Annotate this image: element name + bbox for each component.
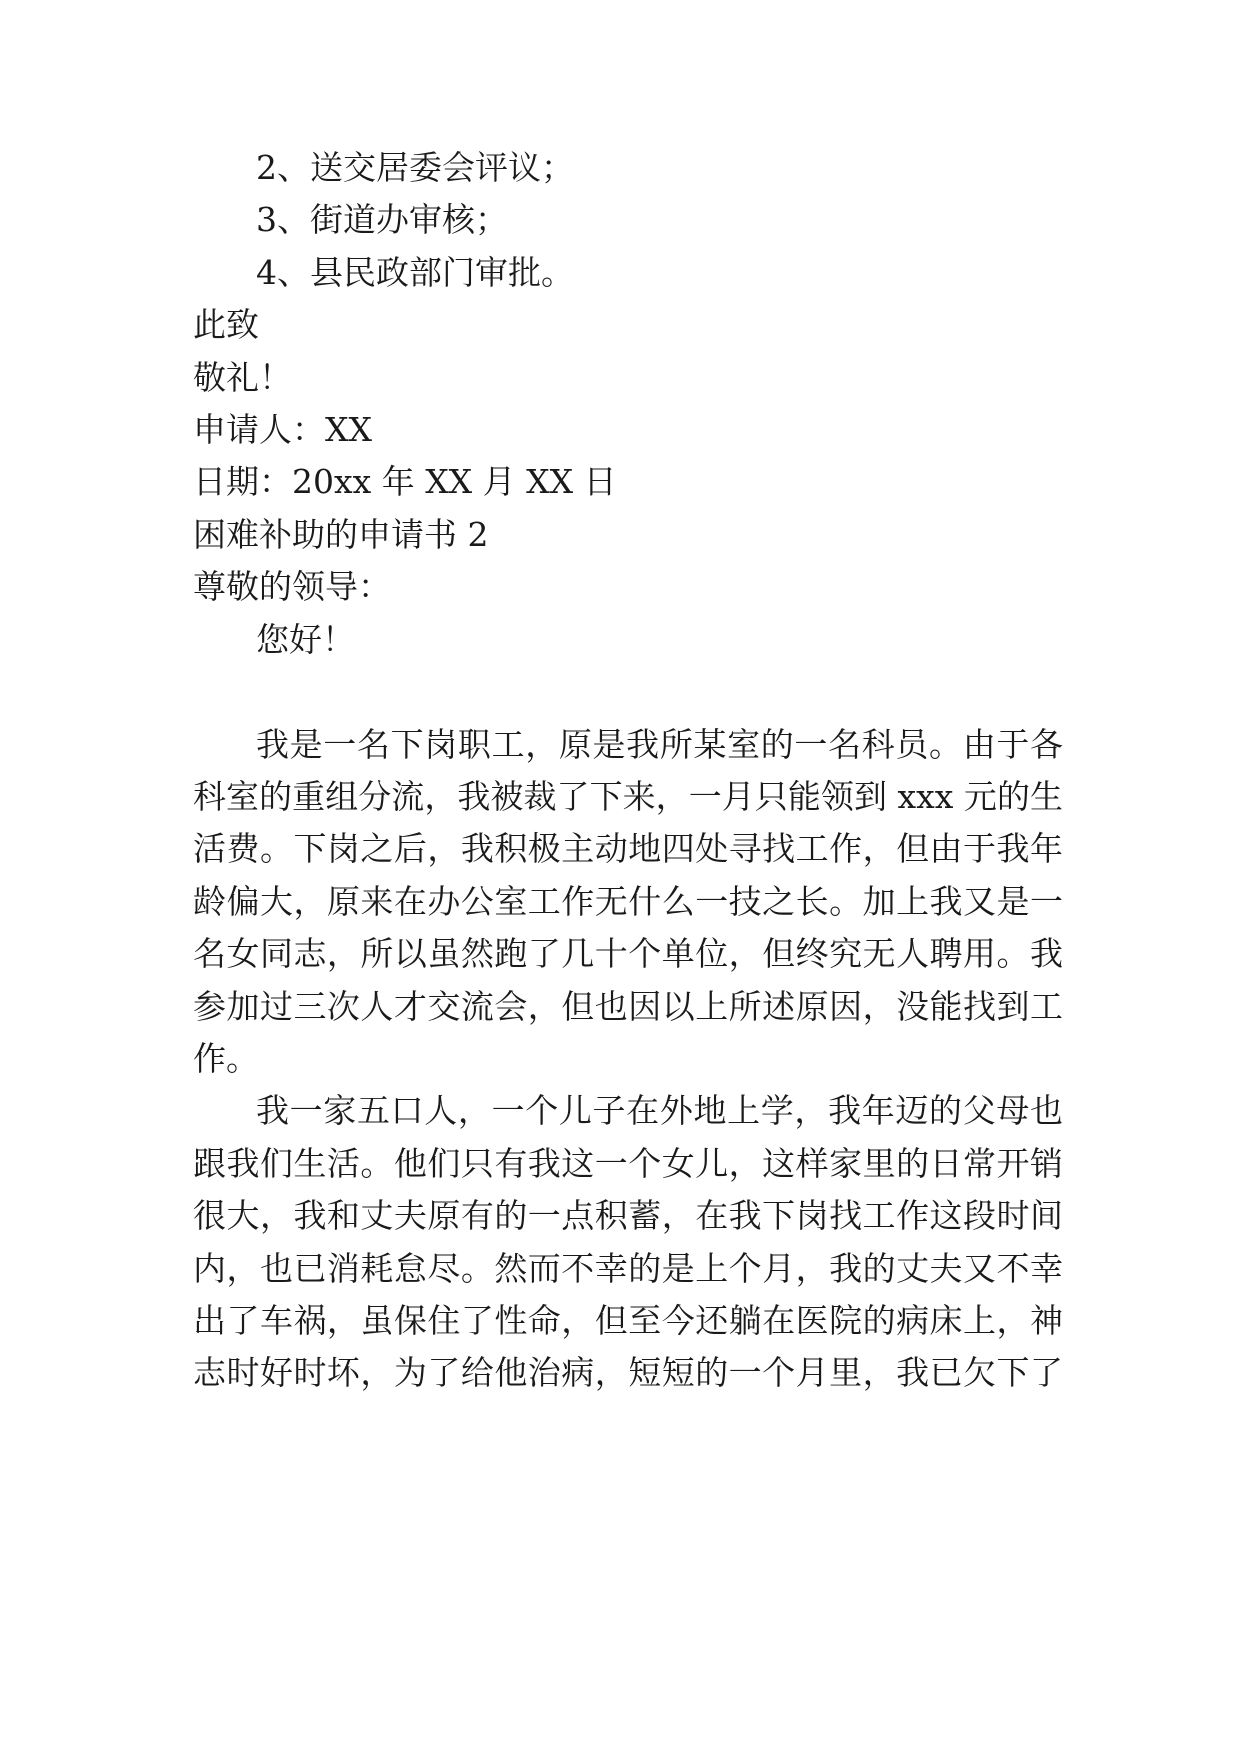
paragraph-line: 科室的重组分流，我被裁了下来，一月只能领到 xxx 元的生 (193, 777, 1063, 816)
applicant-line: 申请人：XX (193, 410, 372, 449)
section-title: 困难补助的申请书 2 (193, 515, 489, 554)
date-line: 日期：20xx 年 XX 月 XX 日 (193, 462, 617, 501)
greeting: 您好！ (256, 620, 355, 659)
paragraph-line: 我一家五口人，一个儿子在外地上学，我年迈的父母也 (256, 1091, 1063, 1130)
closing-line: 敬礼！ (193, 358, 292, 397)
paragraph-line: 很大，我和丈夫原有的一点积蓄，在我下岗找工作这段时间 (193, 1196, 1063, 1235)
paragraph-line: 活费。下岗之后，我积极主动地四处寻找工作，但由于我年 (193, 829, 1063, 868)
paragraph-line: 出了车祸，虽保住了性命，但至今还躺在医院的病床上，神 (193, 1301, 1063, 1340)
paragraph-line: 志时好时坏，为了给他治病，短短的一个月里，我已欠下了 (193, 1353, 1063, 1392)
step-item: 2、送交居委会评议； (256, 148, 574, 187)
step-item: 4、县民政部门审批。 (256, 253, 574, 292)
paragraph-line: 跟我们生活。他们只有我这一个女儿，这样家里的日常开销 (193, 1144, 1063, 1183)
paragraph-line: 名女同志，所以虽然跑了几十个单位，但终究无人聘用。我 (193, 934, 1063, 973)
paragraph-line: 内，也已消耗怠尽。然而不幸的是上个月，我的丈夫又不幸 (193, 1249, 1063, 1288)
paragraph-line: 作。 (193, 1039, 259, 1078)
closing-line: 此致 (193, 305, 259, 344)
paragraph-line: 我是一名下岗职工，原是我所某室的一名科员。由于各 (256, 725, 1063, 764)
paragraph-line: 参加过三次人才交流会，但也因以上所述原因，没能找到工 (193, 987, 1063, 1026)
step-item: 3、街道办审核； (256, 200, 508, 239)
paragraph-line: 龄偏大，原来在办公室工作无什么一技之长。加上我又是一 (193, 882, 1063, 921)
salutation: 尊敬的领导： (193, 567, 391, 606)
